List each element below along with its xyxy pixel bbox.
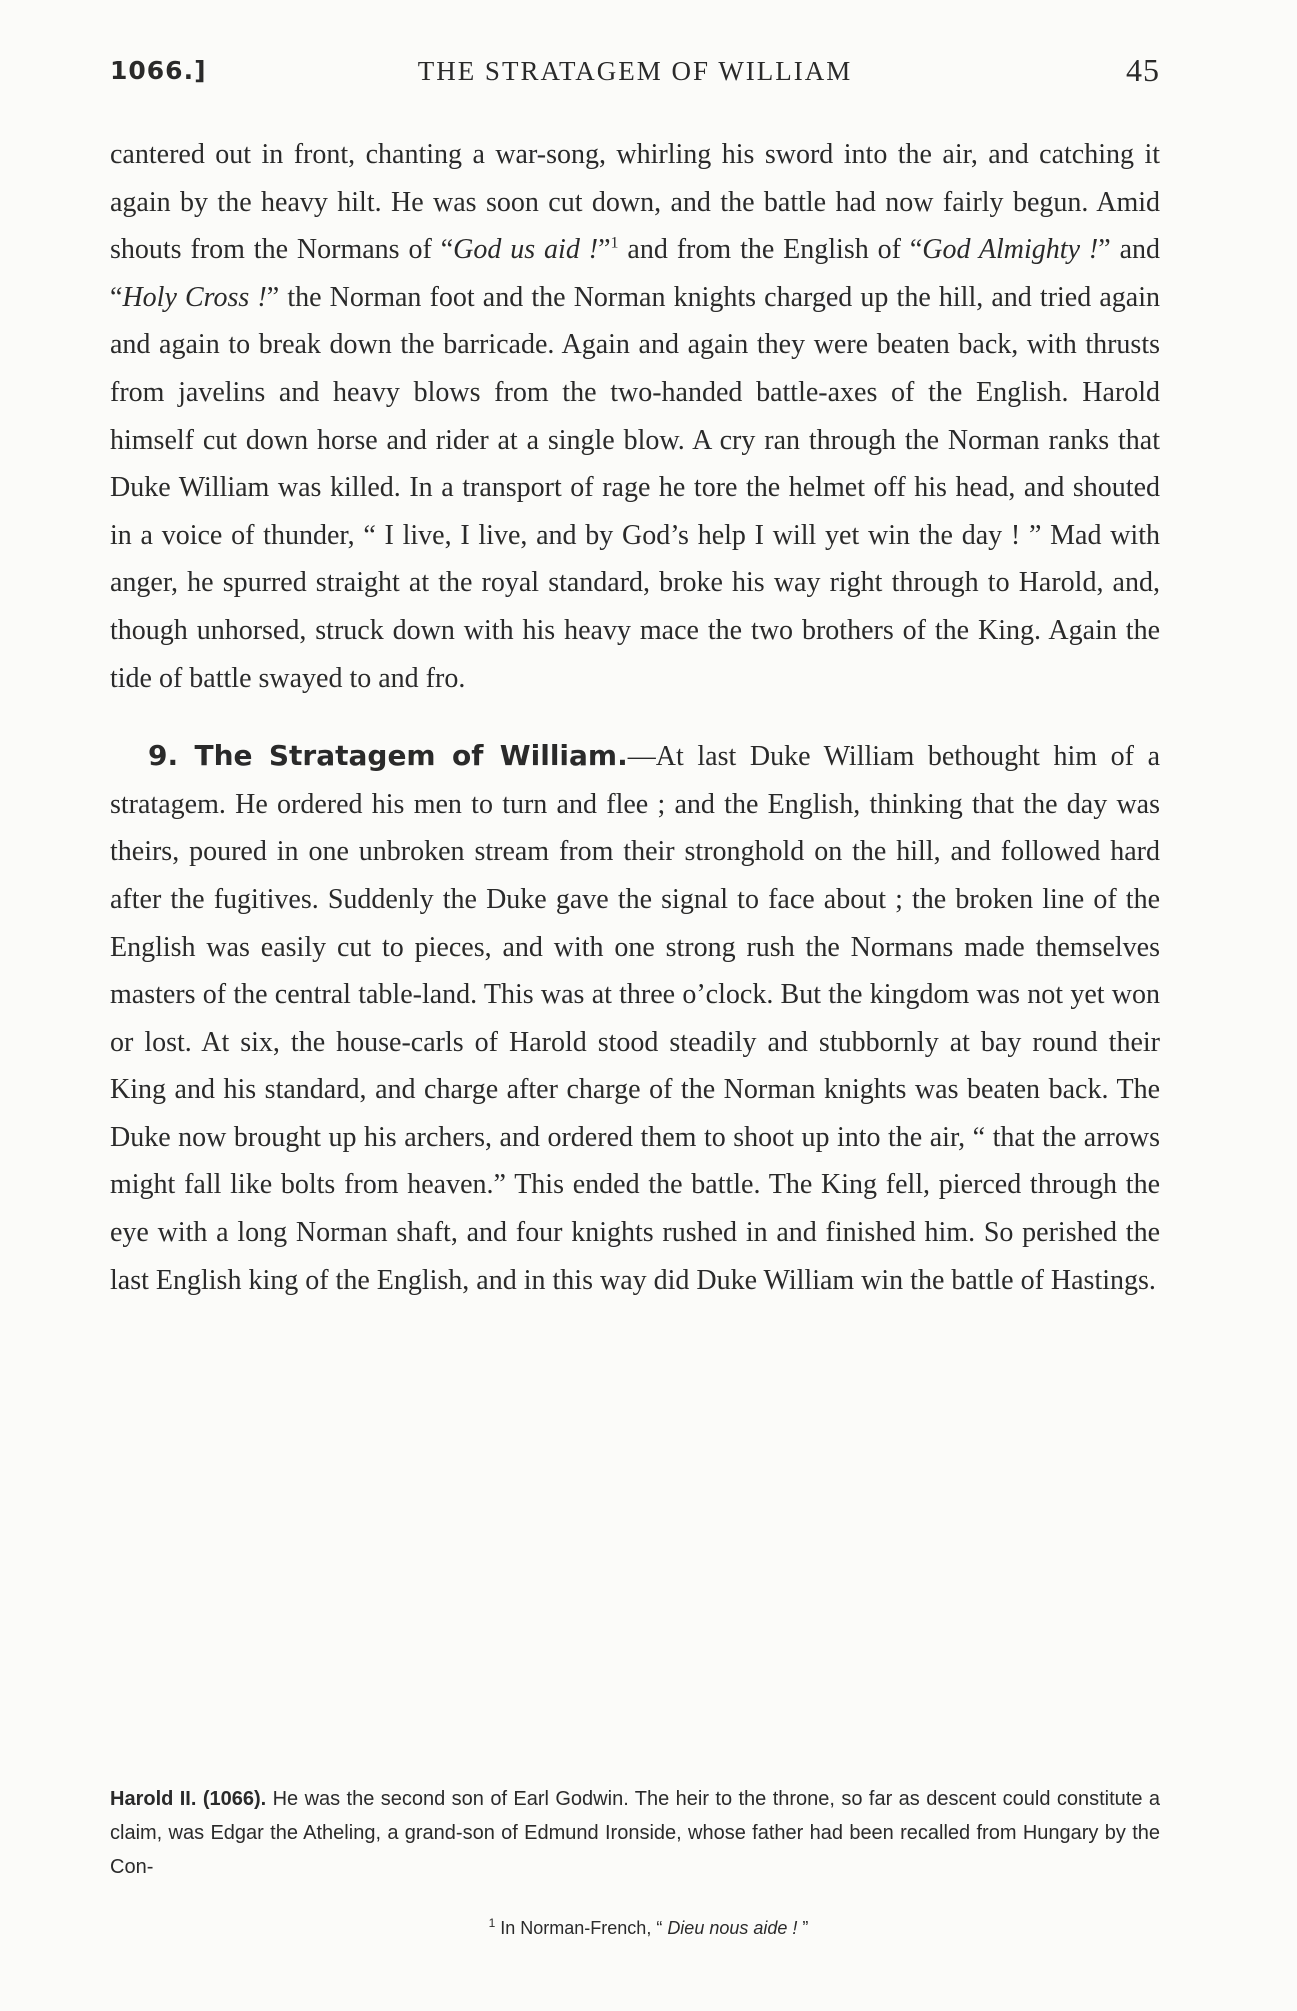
running-head: [110, 52, 1160, 92]
footnote-italic: Dieu nous aide !: [667, 1918, 798, 1938]
body-text: [110, 131, 1160, 1304]
running-head-date: 1066.]: [110, 56, 207, 85]
section-9-paragraph: [110, 732, 1160, 1304]
paragraph-1-text-e: ” the Norman foot and the Norman knights charged up the hill, and tried again and again to break down the barricade. Again and again they were beaten back, with thrusts from javelins and heavy blows from the two-handed battle-axes of the English. Harold himself cut down horse and rider at a single blow. A cry ran through the Norman ranks that Duke William was killed. In a transport of rage he tore the helmet off his head, and shouted in a voice of thunder, “ I live, I live, and by God’s help I will yet win the day ! ” Mad with anger, he spurred straight at the royal standard, broke his way right through to Harold, and, though unhorsed, struck down with his heavy mace the two brothers of the King. Again the tide of battle swayed to and fro.: [110, 281, 1160, 694]
footnote-close: ”: [797, 1918, 809, 1938]
paragraph-1-text-b: ”: [598, 234, 611, 266]
footnote-text: In Norman-French, “: [495, 1918, 668, 1938]
paragraph-1-text-d: ” and “: [110, 234, 1160, 313]
english-war-cry-2: Holy Cross !: [122, 281, 267, 313]
paragraph-1-text-a: cantered out in front, chanting a war-song, whirling his sword into the air, and catching it again by the heavy hilt. He was soon cut down, and the battle had now fairly begun. Amid shouts from the Normans of “: [110, 139, 1160, 266]
paragraph-1-text-c: and from the English of “: [618, 234, 923, 266]
page-number: 45: [1126, 52, 1160, 88]
section-heading: 9. The Stratagem of William.: [148, 739, 628, 773]
note-heading: Harold II. (1066).: [110, 1788, 267, 1810]
section-9-text: —At last Duke William bethought him of a stratagem. He ordered his men to turn and flee ; and the English, thinking that the day was theirs, poured in one unbroken stream from their stronghold on the hill, and followed hard after the fugitives. Suddenly the Duke gave the signal to face about ; the broken line of the English was easily cut to pieces, and with one strong rush the Normans made themselves masters of the central table-land. This was at three o’clock. But the kingdom was not yet won or lost. At six, the house-carls of Harold stood steadily and stubbornly at bay round their King and his standard, and charge after charge of the Norman knights was beaten back. The Duke now brought up his archers, and ordered them to shoot up into the air, “ that the arrows might fall like bolts from heaven.” This ended the battle. The King fell, pierced through the eye with a long Norman shaft, and four knights rushed in and finished him. So perished the last English king of the English, and in this way did Duke William win the battle of Hastings.: [110, 741, 1161, 1296]
english-war-cry-1: God Almighty !: [922, 234, 1099, 266]
norman-war-cry: God us aid !: [453, 234, 599, 266]
paragraph-1: [110, 131, 1160, 702]
historical-note: [110, 1782, 1160, 1884]
footnote-mark: 1: [488, 1916, 496, 1930]
footnote-reference: 1: [610, 234, 619, 252]
footnote: [0, 1916, 1297, 1939]
running-head-title: THE STRATAGEM OF WILLIAM: [417, 56, 853, 86]
note-text: He was the second son of Earl Godwin. The heir to the throne, so far as descent could constitute a claim, was Edgar the Atheling, a grand-son of Edmund Ironside, whose father had been recalled from Hungary by the Con-: [110, 1788, 1161, 1878]
